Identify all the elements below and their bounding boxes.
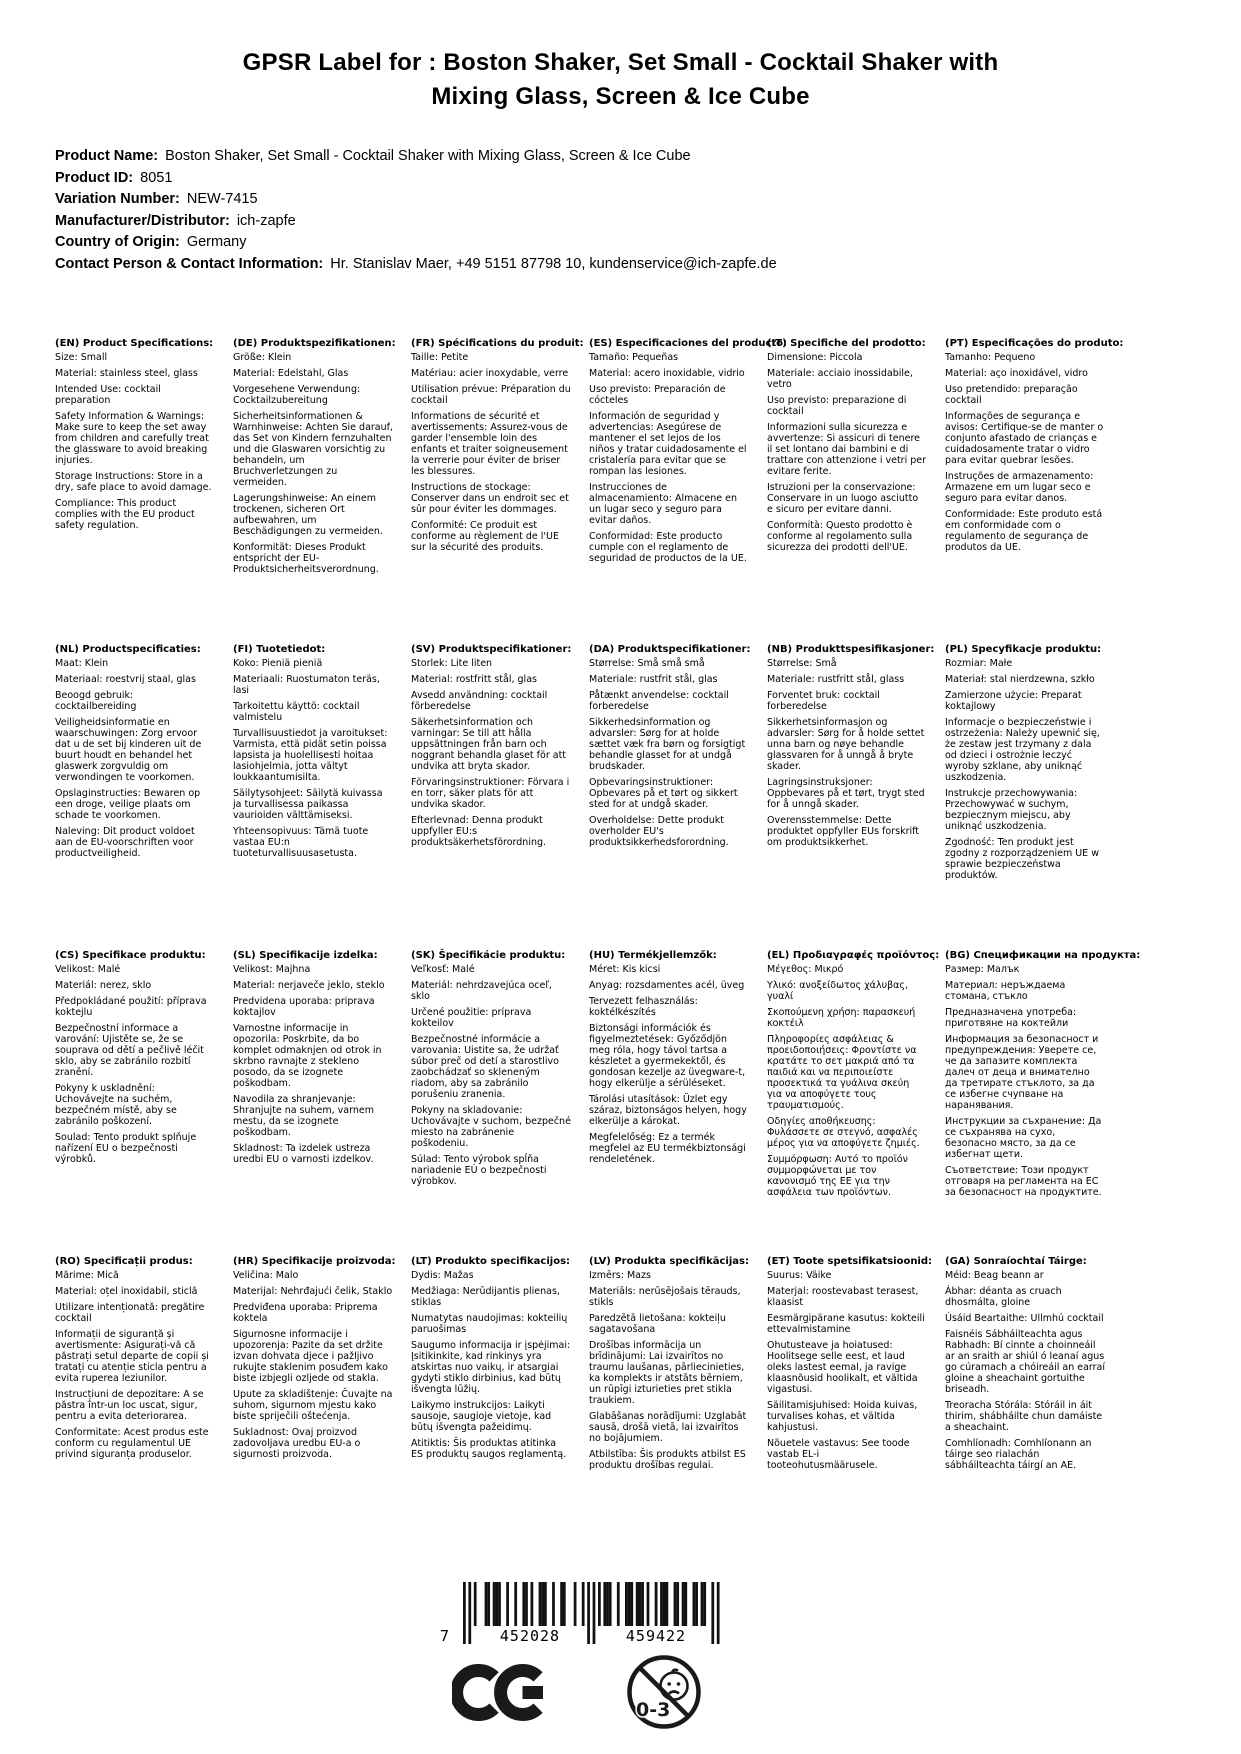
spec-paragraph: Предназначена употреба: приготвяне на коктейли xyxy=(945,1006,1077,1029)
barcode-bar xyxy=(674,1582,677,1626)
barcode-bar xyxy=(676,1582,679,1626)
spec-heading: (LV) Produkta specifikācijas: xyxy=(589,1256,749,1267)
spec-paragraph: Overholdelse: Dette produkt overholder EU's produktsikkerhedsforordning. xyxy=(589,814,729,848)
spec-paragraph: Veiligheidsinformatie en waarschuwingen: Zorg ervoor dat u de set bij kinderen uit de buurt houdt en behandel het glaswerk zorgvuldig om verwondingen te voorkomen. xyxy=(55,716,202,783)
barcode-bar xyxy=(463,1582,466,1644)
info-label: Country of Origin: xyxy=(55,234,180,250)
spec-heading: (SK) Špecifikácie produktu: xyxy=(411,950,566,961)
spec-paragraph: Medžiaga: Nerūdijantis plienas, stiklas xyxy=(411,1285,560,1308)
barcode-digits-left: 452028 xyxy=(499,1627,561,1645)
barcode-bar xyxy=(701,1582,704,1626)
spec-paragraph: Predvidena uporaba: priprava koktajlov xyxy=(233,995,375,1018)
barcode-bar xyxy=(711,1582,714,1644)
spec-heading: (RO) Specificații produs: xyxy=(55,1256,193,1267)
spec-cell-nl xyxy=(55,644,215,950)
spec-paragraph: Materiale: rustfrit stål, glas xyxy=(589,673,718,685)
spec-paragraph: Säilytysohjeet: Säilytä kuivassa ja turvallisessa paikassa vaurioiden välttämiseksi. xyxy=(233,787,383,821)
spec-paragraph: Vorgesehene Verwendung: Cocktailzubereitung xyxy=(233,383,361,406)
info-row-product-id xyxy=(55,168,1201,190)
spec-paragraph: Material: rostfritt stål, glas xyxy=(411,673,537,685)
page-title-line2: Mixing Glass, Screen & Ice Cube xyxy=(431,83,810,110)
spec-paragraph: Navodila za shranjevanje: Shranjujte na suhem, varnem mestu, da se izognete poškodbam. xyxy=(233,1093,374,1138)
spec-paragraph: Materiál: nehrdzavejúca oceľ, sklo xyxy=(411,979,552,1002)
spec-paragraph: Avsedd användning: cocktail förberedelse xyxy=(411,689,548,712)
barcode xyxy=(438,1582,738,1648)
spec-cell-ro xyxy=(55,1256,215,1562)
spec-paragraph: Σκοπούμενη χρήση: παρασκευή κοκτέιλ xyxy=(767,1006,916,1029)
barcode-bar xyxy=(563,1582,566,1626)
spec-cell-hr xyxy=(233,1256,396,1562)
info-label: Product ID: xyxy=(55,169,134,186)
spec-cell-lv xyxy=(589,1256,749,1562)
barcode-bar xyxy=(485,1582,488,1626)
spec-paragraph: Tervezett felhasználás: koktélkészítés xyxy=(589,995,698,1018)
spec-heading: (IT) Specifiche del prodotto: xyxy=(767,338,926,349)
spec-paragraph: Uso previsto: preparazione di cocktail xyxy=(767,394,907,417)
spec-paragraph: Veľkosť: Malé xyxy=(411,963,475,975)
spec-heading: (BG) Спецификации на продукта: xyxy=(945,950,1141,961)
info-label: Variation Number: xyxy=(55,191,180,207)
spec-paragraph: Beoogd gebruik: cocktailbereiding xyxy=(55,689,137,712)
spec-heading: (NL) Productspecificaties: xyxy=(55,644,201,655)
barcode-bar xyxy=(495,1582,498,1626)
barcode-bar xyxy=(544,1582,547,1626)
spec-cell-el xyxy=(767,950,940,1256)
spec-paragraph: Bezpečnostné informácie a varovania: Uistite sa, že udržať súbor preč od detí a starostlivo zaobchádzať so skleneným riadom, aby sa zabránilo porušeniu zranenia. xyxy=(411,1033,559,1100)
barcode-bar xyxy=(498,1582,501,1626)
spec-paragraph: Megfelelőség: Ez a termék megfelel az EU termékbiztonsági rendeletének. xyxy=(589,1131,746,1165)
barcode-bar xyxy=(541,1582,544,1626)
info-label: Contact Person & Contact Information: xyxy=(55,255,324,272)
spec-heading: (SL) Specifikacije izdelka: xyxy=(233,950,378,961)
barcode-digits-right: 459422 xyxy=(625,1627,687,1645)
spec-paragraph: Glabāšanas norādījumi: Uzglabāt sausā, drošā vietā, lai izvairītos no bojājumiem. xyxy=(589,1410,747,1444)
spec-paragraph: Turvallisuustiedot ja varoitukset: Varmista, että pidät setin poissa lapsista ja huolellisesti hoitaa lasiohjelmia, jotta vältyt loukkaantumisilta. xyxy=(233,727,388,783)
spec-paragraph: Safety Information & Warnings: Make sure to keep the set away from children and carefully treat the glassware to avoid breaking injuries. xyxy=(55,410,209,466)
spec-paragraph: Conformité: Ce produit est conforme au règlement de l'UE sur la sécurité des produits. xyxy=(411,519,559,553)
spec-paragraph: Säkerhetsinformation och varningar: Se till att hålla uppsättningen från barn och noggrant behandla glaset för att undvika att bryta skador. xyxy=(411,716,567,772)
barcode-bar xyxy=(468,1582,471,1644)
barcode-bar xyxy=(506,1582,509,1626)
spec-paragraph: Størrelse: Små små små xyxy=(589,657,705,669)
info-row-product-name xyxy=(55,146,1201,168)
spec-cell-lt xyxy=(411,1256,571,1562)
barcode-bar xyxy=(639,1582,642,1626)
spec-cell-bg xyxy=(945,950,1141,1256)
spec-paragraph: Material: nerjaveče jeklo, steklo xyxy=(233,979,385,991)
barcode-bar xyxy=(717,1582,720,1644)
spec-paragraph: Conformidad: Este producto cumple con el reglamento de seguridad de productos de la UE. xyxy=(589,530,747,564)
age-warning-label: 0-3 xyxy=(636,1699,671,1721)
barcode-digit-prefix: 7 xyxy=(440,1627,451,1645)
spec-paragraph: Ábhar: déanta as cruach dhosmálta, gloine xyxy=(945,1285,1062,1308)
info-value: ich-zapfe xyxy=(236,212,296,229)
spec-paragraph: Instrucțiuni de depozitare: A se păstra într-un loc uscat, sigur, pentru a evita deteriorarea. xyxy=(55,1388,204,1422)
spec-paragraph: Atbilstība: Šis produkts atbilst ES produktu drošības regulai. xyxy=(589,1448,746,1471)
info-row-country-of-origin xyxy=(55,232,1201,254)
spec-heading: (SV) Produktspecifikationer: xyxy=(411,644,572,655)
spec-heading: (PL) Specyfikacje produktu: xyxy=(945,644,1102,655)
spec-heading: (ET) Toote spetsifikatsioonid: xyxy=(767,1256,933,1267)
barcode-bar xyxy=(587,1582,590,1644)
spec-paragraph: Súlad: Tento výrobok spĺňa nariadenie EÚ o bezpečnosti výrobkov. xyxy=(411,1153,547,1187)
spec-paragraph: Méid: Beag beann ar xyxy=(945,1269,1044,1281)
spec-paragraph: Informações de segurança e avisos: Certifique-se de manter o conjunto afastado de crianças e cuidadosamente tratar o vidro para evitar quebrar lesões. xyxy=(945,410,1104,466)
spec-paragraph: Materiale: acciaio inossidabile, vetro xyxy=(767,367,913,390)
spec-paragraph: Skladnost: Ta izdelek ustreza uredbi EU o varnosti izdelkov. xyxy=(233,1142,374,1165)
spec-paragraph: Opslaginstructies: Bewaren op een droge, veilige plaats om schade te voorkomen. xyxy=(55,787,201,821)
spec-paragraph: Eesmärgipärane kasutus: kokteili ettevalmistamine xyxy=(767,1312,925,1335)
spec-paragraph: Efterlevnad: Denna produkt uppfyller EU:s produktsäkerhetsförordning. xyxy=(411,814,547,848)
barcode-bar xyxy=(625,1582,628,1626)
spec-paragraph: Sikkerhetsinformasjon og advarsler: Sørg for å holde settet unna barn og nøye behandle glassvaren for å unngå å bryte skader. xyxy=(767,716,925,772)
spec-paragraph: Taille: Petite xyxy=(411,351,469,363)
spec-paragraph: Velikost: Majhna xyxy=(233,963,311,975)
spec-cell-fi xyxy=(233,644,393,950)
spec-paragraph: Materiāls: nerūsējošais tērauds, stikls xyxy=(589,1285,741,1308)
age-warning-0-3-icon xyxy=(625,1653,703,1731)
barcode-bar xyxy=(666,1582,669,1626)
spec-paragraph: Soulad: Tento produkt splňuje nařízení EU o bezpečnosti výrobků. xyxy=(55,1131,197,1165)
spec-paragraph: Biztonsági információk és figyelmeztetések: Győződjön meg róla, hogy távol tartsa a készletet a gyermekektől, és gondosan kezelje az üvegware-t, hogy elkerülje a sérüléseket. xyxy=(589,1022,746,1089)
barcode-bar xyxy=(487,1582,490,1626)
info-row-contact xyxy=(55,254,1201,276)
spec-paragraph: Numatytas naudojimas: kokteilių paruošimas xyxy=(411,1312,568,1335)
spec-paragraph: Materjal: roostevabast terasest, klaasist xyxy=(767,1285,919,1308)
spec-cell-sl xyxy=(233,950,393,1256)
spec-paragraph: Materiale: rustfritt stål, glass xyxy=(767,673,905,685)
product-info xyxy=(55,146,1201,275)
spec-paragraph: Předpokládané použití: příprava koktejlu xyxy=(55,995,207,1018)
barcode-bar xyxy=(641,1582,644,1626)
spec-paragraph: Материал: неръждаема стомана, стъкло xyxy=(945,979,1066,1002)
spec-paragraph: Velikost: Malé xyxy=(55,963,121,975)
barcode-bar xyxy=(636,1582,639,1626)
spec-paragraph: Информация за безопасност и предупреждения: Уверете се, че да запазите комплекта далеч от деца и внимателно да третирате стъклото, за да се избегне счупване на наранявания. xyxy=(945,1033,1099,1111)
spec-paragraph: Saugumo informacija ir įspėjimai: Įsitikinkite, kad rinkinys yra atskirtas nuo vaikų, ir atsargiai gydyti stiklo dirbinius, kad būtų išvengta lūžių. xyxy=(411,1339,571,1395)
spec-paragraph: Υλικό: ανοξείδωτος χάλυβας, γυαλί xyxy=(767,979,908,1002)
spec-paragraph: Overensstemmelse: Dette produktet oppfyller EUs forskrift om produktsikkerhet. xyxy=(767,814,920,848)
spec-paragraph: Pokyny k uskladnění: Uchovávejte na suchém, bezpečném místě, aby se zabránilo poškození. xyxy=(55,1082,177,1127)
spec-paragraph: Instruções de armazenamento: Armazene em um lugar seco e seguro para evitar danos. xyxy=(945,470,1094,504)
spec-heading: (HU) Termékjellemzők: xyxy=(589,950,717,961)
spec-paragraph: Materiaali: Ruostumaton teräs, lasi xyxy=(233,673,380,696)
spec-paragraph: Conformidade: Este produto está em conformidade com o regulamento de segurança de produtos da UE. xyxy=(945,508,1103,553)
spec-paragraph: Informacje o bezpieczeństwie i ostrzeżenia: Należy upewnić się, że zestaw jest trzymany z dala od dzieci i ostrożnie leczyć wyroby szklane, aby uniknąć uszkodzenia. xyxy=(945,716,1100,783)
spec-paragraph: Größe: Klein xyxy=(233,351,292,363)
spec-heading: (LT) Produkto specifikacijos: xyxy=(411,1256,571,1267)
spec-cell-en xyxy=(55,338,215,644)
barcode-bar xyxy=(474,1582,477,1626)
info-value: Germany xyxy=(186,234,247,250)
spec-paragraph: Atitiktis: Šis produktas atitinka ES produktų saugos reglamentą. xyxy=(411,1437,567,1460)
spec-paragraph: Rozmiar: Małe xyxy=(945,657,1013,669)
spec-paragraph: Konformität: Dieses Produkt entspricht der EU-Produktsicherheitsverordnung. xyxy=(233,541,379,575)
spec-paragraph: Forventet bruk: cocktail forberedelse xyxy=(767,689,880,712)
spec-paragraph: Materijal: Nehrđajući čelik, Staklo xyxy=(233,1285,393,1297)
spec-paragraph: Materiál: nerez, sklo xyxy=(55,979,152,991)
spec-cell-nb xyxy=(767,644,935,950)
spec-paragraph: Zamierzone użycie: Preparat koktajlowy xyxy=(945,689,1082,712)
spec-paragraph: Información de seguridad y advertencias: Asegúrese de mantener el set lejos de los niños y tratar cuidadosamente el cristalería para evitar que se rompan las lesiones. xyxy=(589,410,747,477)
spec-paragraph: Utilizare intenționată: pregătire cocktail xyxy=(55,1301,205,1324)
specs-grid xyxy=(55,338,1141,1562)
spec-paragraph: Materiał: stal nierdzewna, szkło xyxy=(945,673,1095,685)
spec-paragraph: Predviđena uporaba: Priprema koktela xyxy=(233,1301,378,1324)
barcode-bar xyxy=(539,1582,542,1626)
spec-paragraph: Maat: Klein xyxy=(55,657,109,669)
info-value: Hr. Stanislav Maer, +49 5151 87798 10, kundenservice@ich-zapfe.de xyxy=(330,255,777,272)
spec-paragraph: Tárolási utasítások: Üzlet egy száraz, biztonságos helyen, hogy elkerülje a károkat. xyxy=(589,1093,747,1127)
barcode-bar xyxy=(630,1582,633,1626)
info-label: Manufacturer/Distributor: xyxy=(55,212,230,229)
barcode-bar xyxy=(655,1582,658,1626)
spec-paragraph: Instrucciones de almacenamiento: Almacene en un lugar seco y seguro para evitar daños. xyxy=(589,481,737,526)
spec-paragraph: Informazioni sulla sicurezza e avvertenze: Si assicuri di tenere il set lontano dai bambini e di trattare con attenzione i vetri per evitare ferite. xyxy=(767,421,927,477)
barcode-bar xyxy=(703,1582,706,1626)
spec-cell-it xyxy=(767,338,927,644)
spec-heading: (DA) Produktspecifikationer: xyxy=(589,644,751,655)
spec-paragraph: Treoracha Stórála: Stóráil in áit thirim, shábháilte chun damáiste a sheachaint. xyxy=(945,1399,1103,1433)
info-row-manufacturer xyxy=(55,211,1201,233)
spec-paragraph: Matériau: acier inoxydable, verre xyxy=(411,367,569,379)
spec-heading: (HR) Specifikacije proizvoda: xyxy=(233,1256,396,1267)
spec-heading: (FI) Tuotetiedot: xyxy=(233,644,326,655)
info-value: NEW-7415 xyxy=(186,191,258,207)
ce-mark-icon xyxy=(452,1660,552,1726)
spec-paragraph: Material: Edelstahl, Glas xyxy=(233,367,349,379)
spec-paragraph: Faisnéis Sábháilteachta agus Rabhadh: Bí cinnte a choinneáil ar an sraith ar shiúl ó leanaí agus go cúramach a chóireáil an earraí gloine a sheachaint gortuithe briseadh. xyxy=(945,1328,1106,1395)
spec-cell-pl xyxy=(945,644,1105,950)
spec-paragraph: Material: acero inoxidable, vidrio xyxy=(589,367,745,379)
spec-cell-pt xyxy=(945,338,1124,644)
spec-heading: (GA) Sonraíochtaí Táirge: xyxy=(945,1256,1087,1267)
spec-paragraph: Informații de siguranță și avertismente: Asigurați-vă că păstrați setul departe de copii și tratați cu atenție sticla pentru a evita ruperea leziunilor. xyxy=(55,1328,209,1384)
spec-paragraph: Méret: Kis kicsi xyxy=(589,963,661,975)
spec-heading: (EL) Προδιαγραφές προϊόντος: xyxy=(767,950,940,961)
barcode-bar xyxy=(560,1582,563,1626)
spec-paragraph: Uso pretendido: preparação cocktail xyxy=(945,383,1078,406)
spec-paragraph: Opbevaringsinstruktioner: Opbevares på et tørt og sikkert sted for at undgå skader. xyxy=(589,776,738,810)
spec-paragraph: Určené použitie: príprava kokteilov xyxy=(411,1006,532,1029)
barcode-bar xyxy=(582,1582,585,1626)
spec-paragraph: Størrelse: Små xyxy=(767,657,837,669)
spec-paragraph: Storage Instructions: Store in a dry, safe place to avoid damage. xyxy=(55,470,212,493)
spec-heading: (EN) Product Specifications: xyxy=(55,338,214,349)
spec-cell-fr xyxy=(411,338,584,644)
barcode-bar xyxy=(684,1582,687,1626)
spec-paragraph: Mărime: Mică xyxy=(55,1269,119,1281)
barcode-bar xyxy=(606,1582,609,1626)
spec-paragraph: Sukladnost: Ovaj proizvod zadovoljava uredbu EU-a o sigurnosti proizvoda. xyxy=(233,1426,361,1460)
spec-paragraph: Uso previsto: Preparación de cócteles xyxy=(589,383,726,406)
spec-paragraph: Comhlíonadh: Comhlíonann an táirge seo rialachán sábháilteachta táirgí an AE. xyxy=(945,1437,1092,1471)
spec-paragraph: Säilitamisjuhised: Hoida kuivas, turvalises kohas, et vältida kahjustusi. xyxy=(767,1399,918,1433)
spec-cell-sv xyxy=(411,644,571,950)
barcode-bar xyxy=(593,1582,596,1644)
spec-cell-cs xyxy=(55,950,215,1256)
spec-paragraph: Size: Small xyxy=(55,351,108,363)
spec-paragraph: Lagringsinstruksjoner: Oppbevares på et tørt, trygt sted for å unngå skader. xyxy=(767,776,925,810)
spec-heading: (ES) Especificaciones del producto: xyxy=(589,338,788,349)
spec-paragraph: Tamaño: Pequeñas xyxy=(589,351,679,363)
page-title-line1: GPSR Label for : Boston Shaker, Set Small - Cocktail Shaker with xyxy=(242,49,999,76)
barcode-bar xyxy=(695,1582,698,1626)
spec-paragraph: Ohutusteave ja hoiatused: Hoolitsege selle eest, et laud oleks lastest eemal, ja ravige klaasnõusid hoolikalt, et vältida vigastusi. xyxy=(767,1339,918,1395)
spec-paragraph: Izmērs: Mazs xyxy=(589,1269,651,1281)
spec-heading: (PT) Especificações do produto: xyxy=(945,338,1124,349)
barcode-bar xyxy=(647,1582,650,1626)
spec-paragraph: Úsáid Beartaithe: Ullmhú cocktail xyxy=(945,1312,1104,1324)
spec-paragraph: Sicherheitsinformationen & Warnhinweise: Achten Sie darauf, das Set von Kindern fernzuhalten und die Glaswaren vorsichtig zu behandeln, um Bruchverletzungen zu vermeiden. xyxy=(233,410,394,488)
spec-paragraph: Informations de sécurité et avertissements: Assurez-vous de garder l'ensemble loin des enfants et traiter soigneusement la verrerie pour éviter de briser les blessures. xyxy=(411,410,568,477)
spec-paragraph: Upute za skladištenje: Čuvajte na suhom, sigurnom mjestu kako biste spriječili oštećenja. xyxy=(233,1388,393,1422)
spec-paragraph: Påtænkt anvendelse: cocktail forberedelse xyxy=(589,689,729,712)
spec-paragraph: Съответствие: Този продукт отговаря на регламента на ЕС за безопасност на продуктите. xyxy=(945,1164,1102,1198)
info-value: 8051 xyxy=(140,169,173,186)
spec-heading: (DE) Produktspezifikationen: xyxy=(233,338,396,349)
barcode-bar xyxy=(493,1582,496,1626)
spec-cell-es xyxy=(589,338,788,644)
spec-paragraph: Material: stainless steel, glass xyxy=(55,367,198,379)
spec-paragraph: Istruzioni per la conservazione: Conservare in un luogo asciutto e sicuro per evitare danni. xyxy=(767,481,919,515)
barcode-bar xyxy=(682,1582,685,1626)
spec-cell-da xyxy=(589,644,749,950)
spec-paragraph: Instrukcje przechowywania: Przechowywać w suchym, bezpiecznym miejscu, aby uniknąć uszkodzenia. xyxy=(945,787,1078,832)
spec-paragraph: Naleving: Dit product voldoet aan de EU-voorschriften voor productveiligheid. xyxy=(55,825,195,859)
barcode-bar xyxy=(598,1582,601,1626)
info-value: Boston Shaker, Set Small - Cocktail Shaker with Mixing Glass, Screen & Ice Cube xyxy=(165,148,691,164)
barcode-bar xyxy=(663,1582,666,1626)
info-row-variation-number xyxy=(55,189,1201,211)
spec-paragraph: Tamanho: Pequeno xyxy=(945,351,1036,363)
spec-paragraph: Conformitate: Acest produs este conform cu regulamentul UE privind siguranța produselor. xyxy=(55,1426,209,1460)
spec-paragraph: Οδηγίες αποθήκευσης: Φυλάσσετε σε στεγνό, ασφαλές μέρος για να αποφύγετε ζημιές. xyxy=(767,1115,920,1149)
spec-paragraph: Materiaal: roestvrij staal, glas xyxy=(55,673,196,685)
spec-paragraph: Размер: Малък xyxy=(945,963,1020,975)
spec-paragraph: Laikymo instrukcijos: Laikyti sausoje, saugioje vietoje, kad būtų išvengta pažeidimų. xyxy=(411,1399,552,1433)
barcode-bar xyxy=(574,1582,577,1626)
spec-paragraph: Conformità: Questo prodotto è conforme al regolamento sulla sicurezza dei prodotti dell'UE. xyxy=(767,519,913,553)
spec-paragraph: Veličina: Malo xyxy=(233,1269,299,1281)
spec-paragraph: Μέγεθος: Μικρό xyxy=(767,963,844,975)
spec-paragraph: Paredzētā lietošana: kokteiļu sagatavošana xyxy=(589,1312,726,1335)
spec-paragraph: Πληροφορίες ασφάλειας & προειδοποιήσεις: Φροντίστε να κρατάτε το σετ μακριά από τα παιδιά και να περιποιείστε προσεκτικά τα γυάλινα σκεύη για να αποφύγετε τους τραυματισμούς. xyxy=(767,1033,917,1111)
spec-cell-ga xyxy=(945,1256,1105,1562)
spec-paragraph: Compliance: This product complies with the EU product safety regulation. xyxy=(55,497,195,531)
spec-paragraph: Dimensione: Piccola xyxy=(767,351,863,363)
spec-paragraph: Förvaringsinstruktioner: Förvara i en torr, säker plats för att undvika skador. xyxy=(411,776,570,810)
page-title xyxy=(120,46,1121,114)
barcode-bar xyxy=(514,1582,517,1626)
spec-paragraph: Sigurnosne informacije i upozorenja: Pazite da set držite izvan dohvata djece i pažljivo rukujte staklenim posuđem kako biste izbjegli ozljede od stakla. xyxy=(233,1328,388,1384)
barcode-bar xyxy=(603,1582,606,1626)
barcode-bar xyxy=(525,1582,528,1626)
barcode-bar xyxy=(552,1582,555,1626)
spec-paragraph: Drošības informācija un brīdinājumi: Lai izvairītos no traumu laušanas, pārliecinieties, ka komplekts ir atstāts bērniem, un rūpīgi izturieties pret stikla traukiem. xyxy=(589,1339,745,1406)
barcode-bar xyxy=(531,1582,534,1626)
barcode-bar xyxy=(628,1582,631,1626)
spec-cell-de xyxy=(233,338,396,644)
spec-paragraph: Dydis: Mažas xyxy=(411,1269,474,1281)
barcode-bar xyxy=(617,1582,620,1626)
spec-heading: (NB) Produkttspesifikasjoner: xyxy=(767,644,935,655)
spec-paragraph: Intended Use: cocktail preparation xyxy=(55,383,161,406)
spec-paragraph: Yhteensopivuus: Tämä tuote vastaa EU:n tuoteturvallisuusasetusta. xyxy=(233,825,369,859)
barcode-bar xyxy=(609,1582,612,1626)
barcode-bar xyxy=(522,1582,525,1626)
spec-heading: (FR) Spécifications du produit: xyxy=(411,338,584,349)
spec-paragraph: Bezpečnostní informace a varování: Ujistěte se, že se souprava od dětí a pečlivě léčit sklo, aby se zabránilo rozbití zranění. xyxy=(55,1022,204,1078)
spec-paragraph: Koko: Pieniä pieniä xyxy=(233,657,323,669)
spec-paragraph: Suurus: Väike xyxy=(767,1269,832,1281)
spec-paragraph: Συμμόρφωση: Αυτό το προϊόν συμμορφώνεται με τον κανονισμό της ΕΕ για την ασφάλεια των προϊόντων. xyxy=(767,1153,908,1198)
spec-paragraph: Tarkoitettu käyttö: cocktail valmistelu xyxy=(233,700,360,723)
spec-paragraph: Utilisation prévue: Préparation du cocktail xyxy=(411,383,571,406)
spec-paragraph: Storlek: Lite liten xyxy=(411,657,493,669)
info-label: Product Name: xyxy=(55,148,159,164)
spec-paragraph: Instructions de stockage: Conserver dans un endroit sec et sûr pour éviter les dommages. xyxy=(411,481,569,515)
spec-cell-hu xyxy=(589,950,749,1256)
spec-paragraph: Anyag: rozsdamentes acél, üveg xyxy=(589,979,745,991)
spec-paragraph: Nõuetele vastavus: See toode vastab EL-i tooteohutusmäärusele. xyxy=(767,1437,910,1471)
spec-paragraph: Sikkerhedsinformation og advarsler: Sørg for at holde sættet væk fra børn og forsigtigt behandle glasset for at undgå brudskader. xyxy=(589,716,746,772)
spec-paragraph: Zgodność: Ten produkt jest zgodny z rozporządzeniem UE w sprawie bezpieczeństwa produktów. xyxy=(945,836,1099,881)
spec-paragraph: Varnostne informacije in opozorila: Poskrbite, da bo komplet odmaknjen od otrok in skrbno ravnajte z stekleno posodo, da se izognete poškodbam. xyxy=(233,1022,382,1089)
spec-paragraph: Lagerungshinweise: An einem trockenen, sicheren Ort aufbewahren, um Beschädigungen zu vermeiden. xyxy=(233,492,383,537)
spec-paragraph: Инструкции за съхранение: Да се съхранява на сухо, безопасно място, за да се избегнат щети. xyxy=(945,1115,1102,1160)
spec-cell-sk xyxy=(411,950,571,1256)
barcode-bar xyxy=(693,1582,696,1626)
spec-paragraph: Pokyny na skladovanie: Uchovávajte v suchom, bezpečné miesto na zabránenie poškodeniu. xyxy=(411,1104,571,1149)
spec-paragraph: Material: oțel inoxidabil, sticlă xyxy=(55,1285,198,1297)
barcode-bar xyxy=(660,1582,663,1626)
spec-paragraph: Material: aço inoxidável, vidro xyxy=(945,367,1088,379)
spec-cell-et xyxy=(767,1256,933,1562)
spec-heading: (CS) Specifikace produktu: xyxy=(55,950,206,961)
